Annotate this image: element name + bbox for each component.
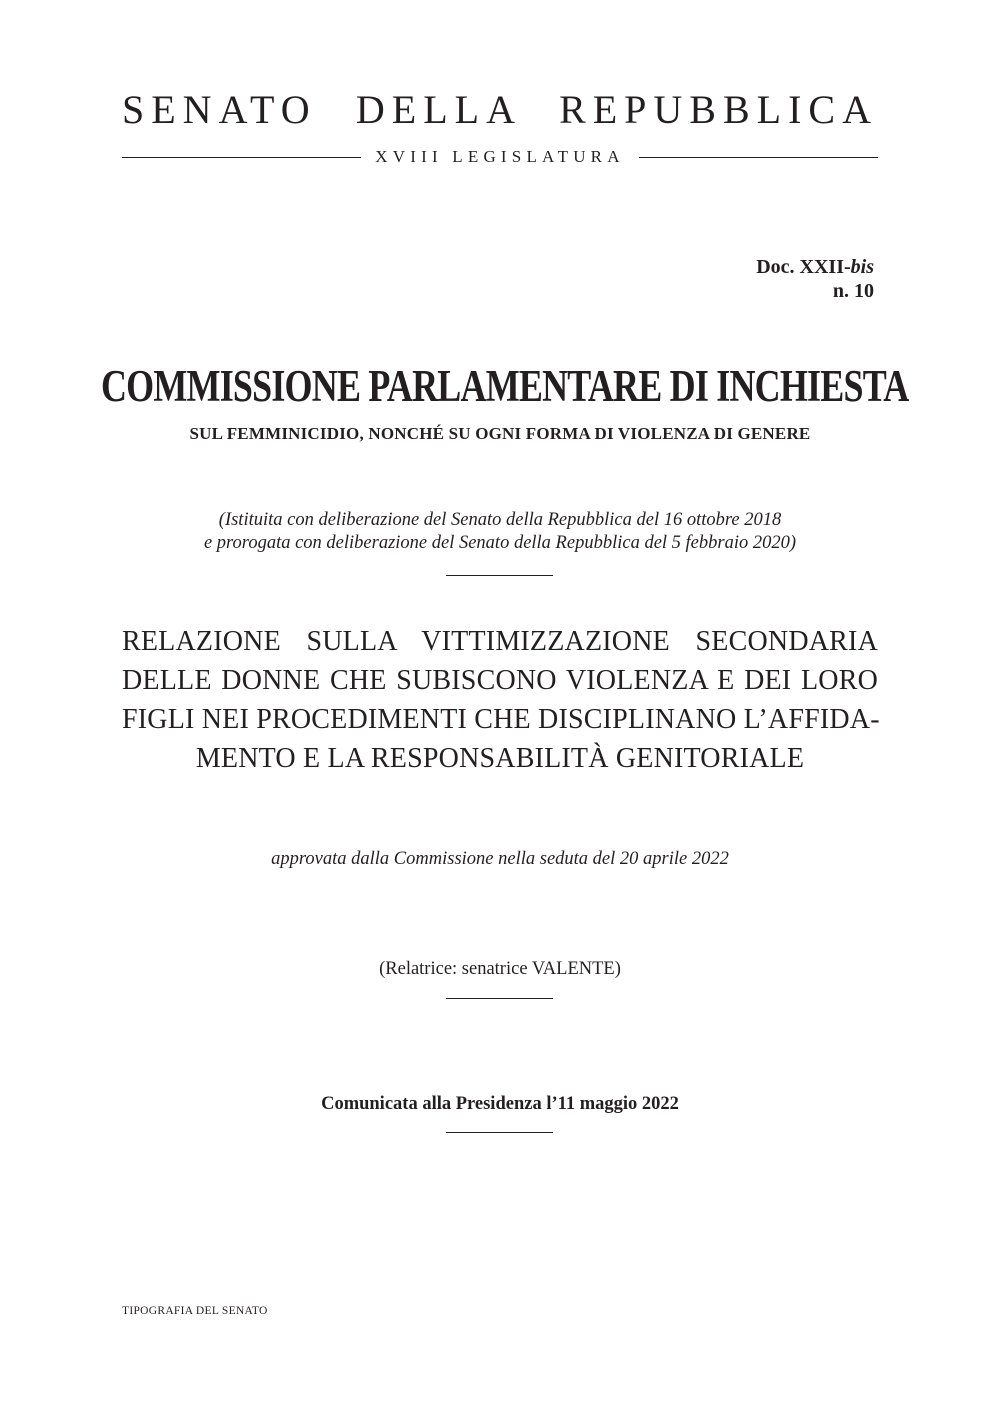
report-title-line-2: DELLE DONNE CHE SUBISCONO VIOLENZA E DEI LORO [122,665,878,696]
institution-title: SENATO DELLA REPUBBLICA [122,87,878,132]
separator-rule-1 [446,575,553,576]
commission-subtitle: SUL FEMMINICIDIO, NONCHÉ SU OGNI FORMA DI VIOLENZA DI GENERE [189,424,811,443]
legislature-label: XVIII LEGISLATURA [375,147,625,166]
approval-note: approvata dalla Commissione nella seduta del 20 aprile 2022 [271,849,729,869]
legislature-rule-right [639,157,878,158]
report-title [122,622,878,778]
institution-note-line-2: e prorogata con deliberazione del Senato della Repubblica del 5 febbraio 2020) [203,533,797,553]
commission-title [0,358,1000,414]
rapporteur-note: (Relatrice: senatrice VALENTE) [379,959,621,979]
separator-rule-2 [446,998,553,999]
institution-note [0,509,1000,555]
printer-imprint: TIPOGRAFIA DEL SENATO [122,1305,268,1317]
document-code-prefix: Doc. XXII- [756,256,851,278]
report-title-line-4: MENTO E LA RESPONSABILITÀ GENITORIALE [195,743,805,774]
report-title-line-3: FIGLI NEI PROCEDIMENTI CHE DISCIPLINANO L’AFFIDA- [122,704,880,735]
institution-note-line-1: (Istituita con deliberazione del Senato della Repubblica del 16 ottobre 2018 [218,510,782,530]
report-title-line-1: RELAZIONE SULLA VITTIMIZZAZIONE SECONDARIA [122,626,878,657]
commission-title-text: COMMISSIONE PARLAMENTARE DI INCHIESTA [100,361,909,411]
document-number: n. 10 [832,280,874,302]
legislature-rule-left [122,157,361,158]
communication-note: Comunicata alla Presidenza l’11 maggio 2022 [321,1094,679,1114]
document-reference [756,255,874,303]
document-code [756,255,874,279]
separator-rule-3 [446,1132,553,1133]
document-code-suffix: bis [850,256,874,278]
legislature-row [122,145,878,169]
